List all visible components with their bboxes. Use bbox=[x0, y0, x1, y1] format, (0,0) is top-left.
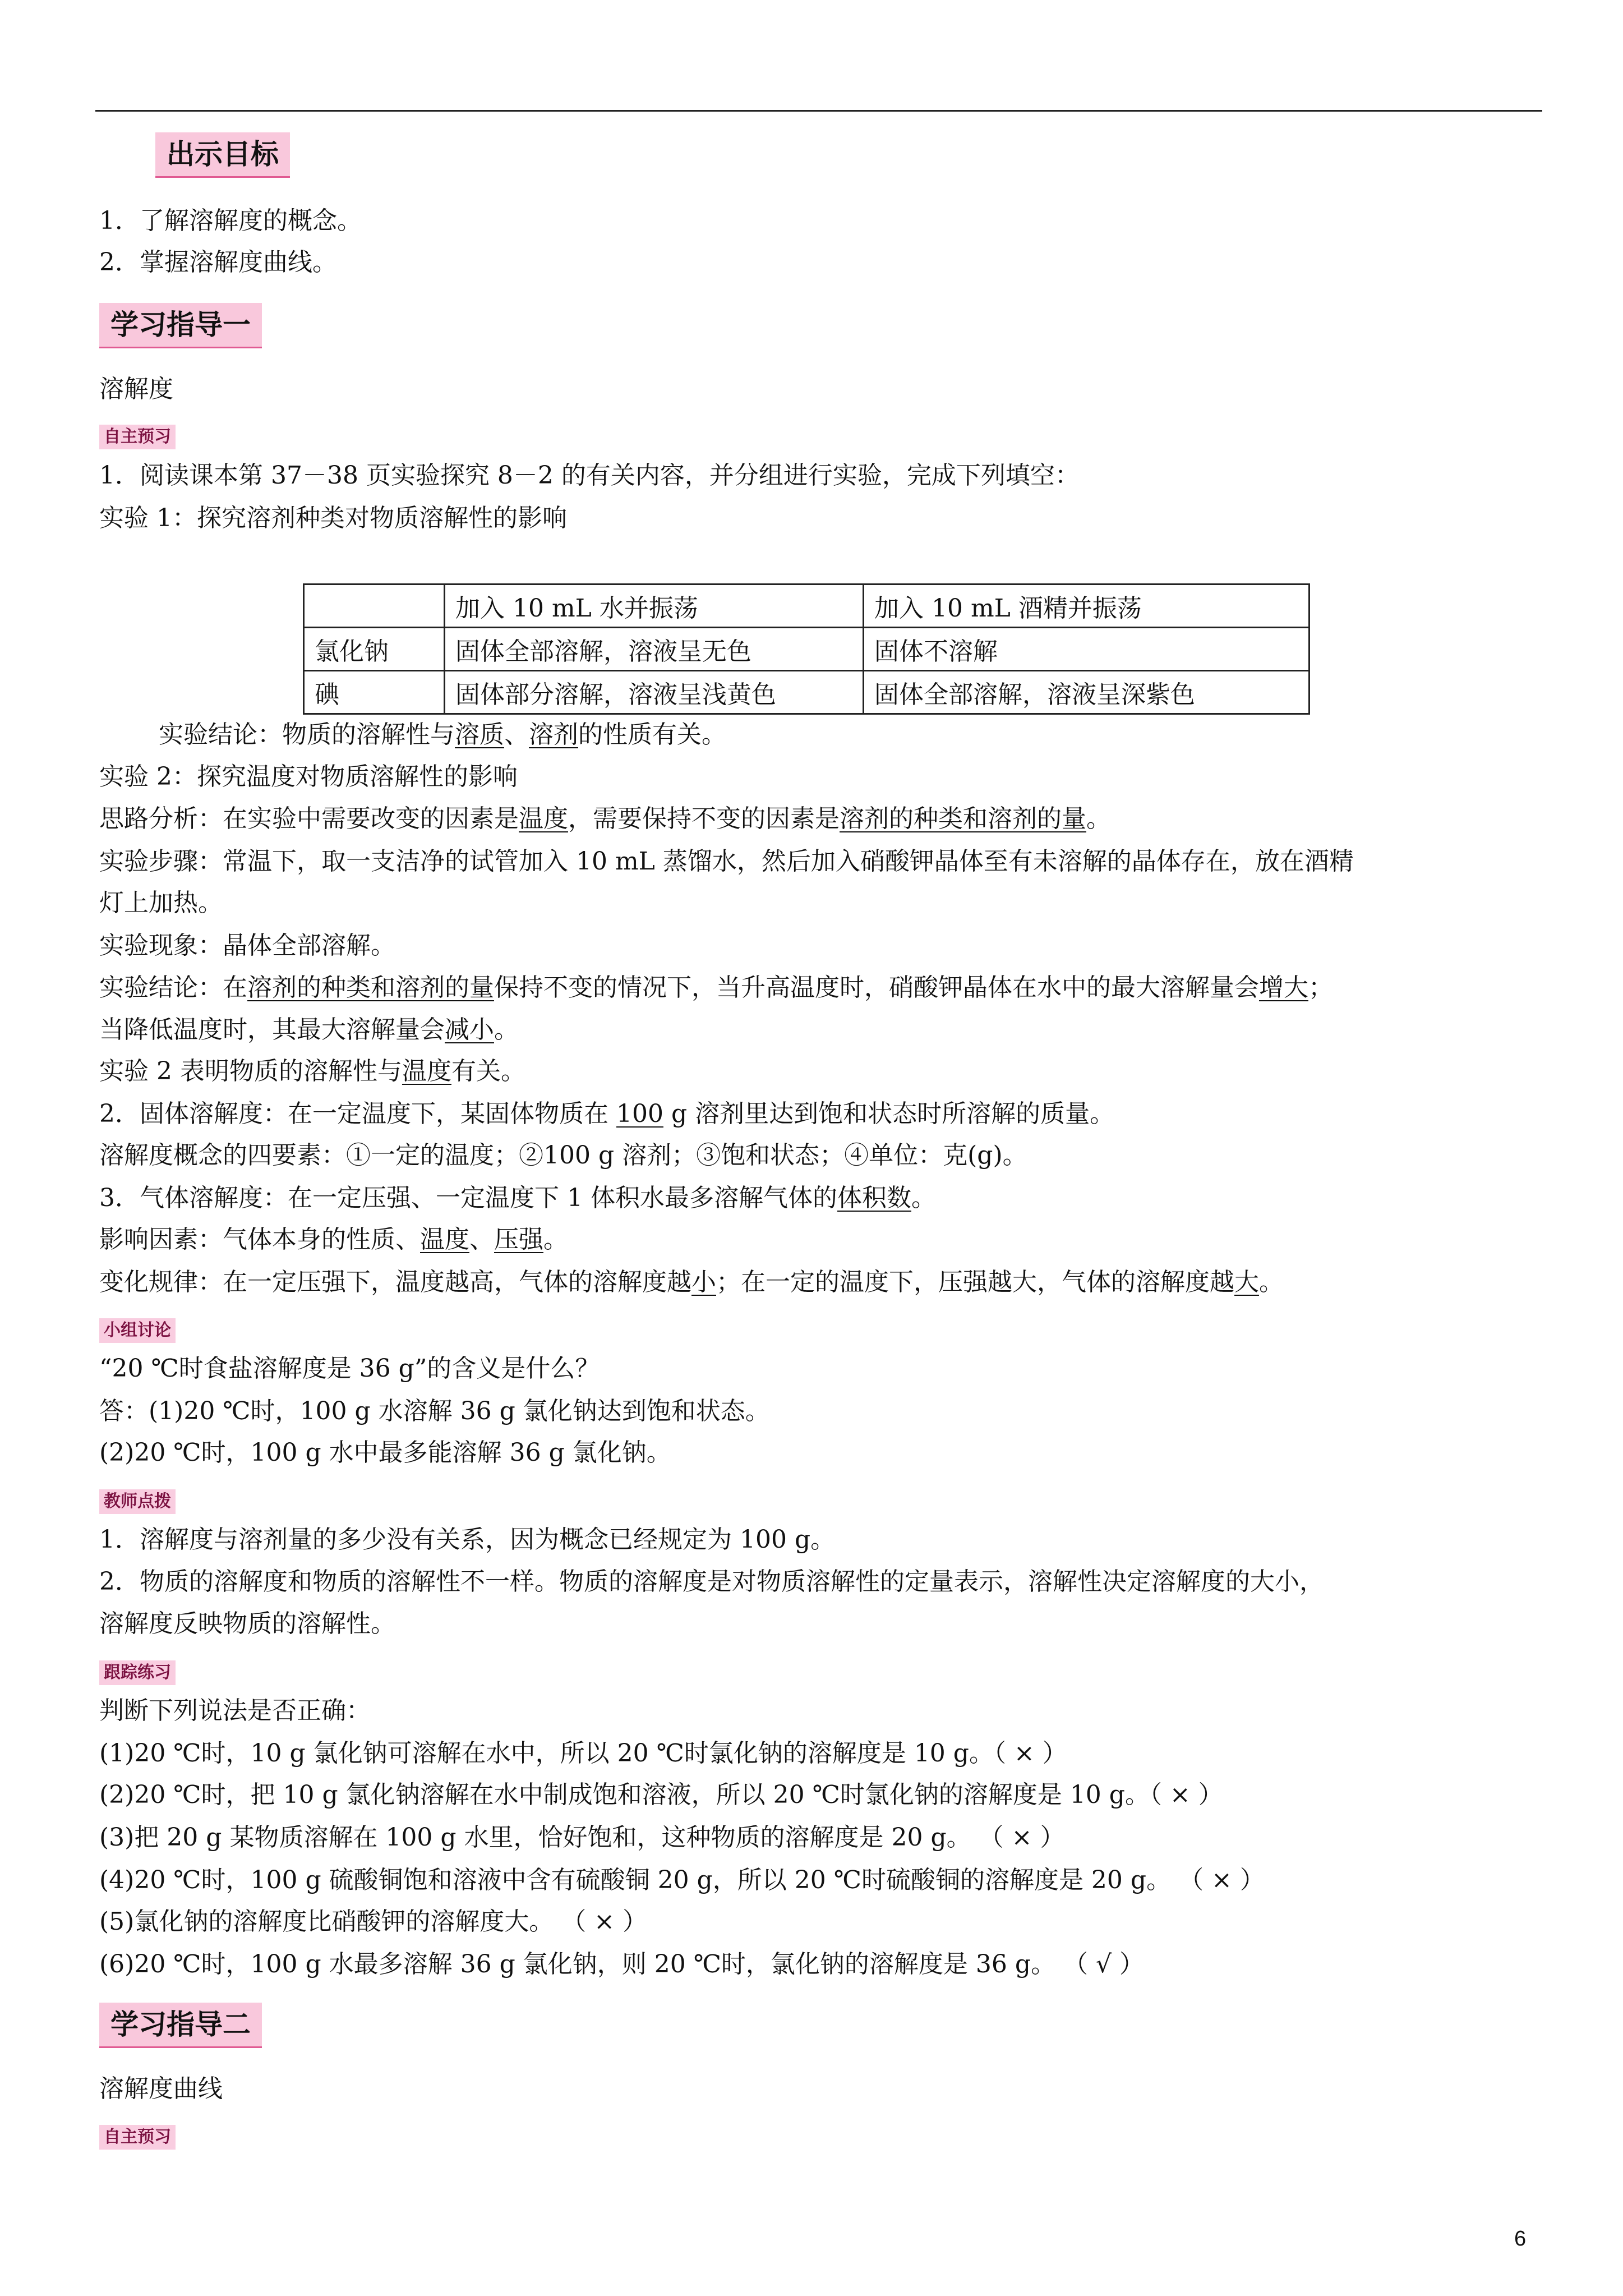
answer-blank: 增大 bbox=[1259, 973, 1308, 1002]
goal-2: 2．掌握溶解度曲线。 bbox=[99, 248, 337, 277]
preview-label-2: 自主预习 bbox=[99, 2125, 176, 2150]
answer-blank: 减小 bbox=[445, 1015, 494, 1044]
answer-blank: 温度 bbox=[420, 1225, 469, 1254]
conclusion-1 bbox=[159, 718, 726, 752]
text: 。 bbox=[1086, 804, 1111, 833]
answer-blank: 溶剂的种类和溶剂的量 bbox=[840, 804, 1086, 833]
four-elements: 溶解度概念的四要素：①一定的温度；②100 g 溶剂；③饱和状态；④单位：克(g)。 bbox=[99, 1141, 1027, 1170]
answer-blank: 温度 bbox=[402, 1057, 451, 1085]
discussion-answer-1: 答：(1)20 ℃时，100 g 水溶解 36 g 氯化钠达到饱和状态。 bbox=[99, 1397, 770, 1425]
table-row bbox=[304, 628, 1310, 671]
text: 。 bbox=[1259, 1268, 1284, 1296]
section2-topic: 溶解度曲线 bbox=[99, 2074, 223, 2103]
text: 3．气体溶解度：在一定压强、一定温度下 1 体积水最多溶解气体的 bbox=[99, 1184, 837, 1212]
discussion-label: 小组讨论 bbox=[99, 1318, 176, 1343]
exp1-title: 实验 1：探究溶剂种类对物质溶解性的影响 bbox=[99, 504, 567, 532]
practice-intro: 判断下列说法是否正确： bbox=[99, 1696, 371, 1725]
table-cell: 加入 10 mL 酒精并振荡 bbox=[864, 585, 1310, 628]
text: 。 bbox=[494, 1015, 519, 1044]
text: 实验结论：物质的溶解性与 bbox=[159, 720, 455, 749]
text: 影响因素：气体本身的性质、 bbox=[99, 1225, 420, 1254]
practice-item: (5)氯化钠的溶解度比硝酸钾的溶解度大。 （ × ） bbox=[99, 1907, 648, 1936]
exp2-title: 实验 2：探究温度对物质溶解性的影响 bbox=[99, 762, 518, 791]
answer-blank: 压强 bbox=[494, 1225, 543, 1254]
practice-item: (1)20 ℃时，10 g 氯化钠可溶解在水中，所以 20 ℃时氯化钠的溶解度是 10 g。（ × ） bbox=[99, 1739, 1067, 1768]
practice-item: (4)20 ℃时，100 g 硫酸铜饱和溶液中含有硫酸铜 20 g，所以 20 ℃时硫酸铜的溶解度是 20 g。 （ × ） bbox=[99, 1866, 1265, 1894]
answer-blank: 大 bbox=[1234, 1268, 1259, 1296]
table-cell: 固体不溶解 bbox=[864, 628, 1310, 671]
answer-blank: 体积数 bbox=[837, 1184, 911, 1212]
header-rule bbox=[95, 110, 1542, 112]
answer-blank: 溶剂的种类和溶剂的量 bbox=[247, 973, 494, 1002]
analysis bbox=[99, 802, 1111, 836]
text: 思路分析：在实验中需要改变的因素是 bbox=[99, 804, 519, 833]
conclusion-2 bbox=[99, 971, 1333, 1005]
text: 实验 2 表明物质的溶解性与 bbox=[99, 1057, 402, 1085]
table-cell: 固体全部溶解，溶液呈无色 bbox=[445, 628, 864, 671]
table-cell: 氯化钠 bbox=[304, 628, 445, 671]
answer-blank: 100 bbox=[616, 1099, 663, 1128]
discussion-answer-2: (2)20 ℃时，100 g 水中最多能溶解 36 g 氯化钠。 bbox=[99, 1438, 671, 1467]
text: ； bbox=[1308, 973, 1333, 1002]
text: 、 bbox=[469, 1225, 494, 1254]
teacher-label: 教师点拨 bbox=[99, 1489, 176, 1514]
text: 2．固体溶解度：在一定温度下，某固体物质在 bbox=[99, 1099, 616, 1128]
text: 实验结论：在 bbox=[99, 973, 247, 1002]
read-task: 1．阅读课本第 37－38 页实验探究 8－2 的有关内容，并分组进行实验，完成下列填空： bbox=[99, 461, 1080, 490]
table-cell: 加入 10 mL 水并振荡 bbox=[445, 585, 864, 628]
steps-line-1: 实验步骤：常温下，取一支洁净的试管加入 10 mL 蒸馏水，然后加入硝酸钾晶体至有未溶解的晶体存在，放在酒精 bbox=[99, 847, 1354, 876]
text: ；在一定的温度下，压强越大，气体的溶解度越 bbox=[716, 1268, 1234, 1296]
practice-item: (6)20 ℃时，100 g 水最多溶解 36 g 氯化钠，则 20 ℃时，氯化钠的溶解度是 36 g。 （ √ ） bbox=[99, 1950, 1145, 1978]
table-cell: 固体部分溶解，溶液呈浅黄色 bbox=[445, 671, 864, 714]
conclusion-2-line2 bbox=[99, 1013, 519, 1047]
steps-line-2: 灯上加热。 bbox=[99, 889, 223, 917]
table-cell bbox=[304, 585, 445, 628]
teacher-point-2a: 2．物质的溶解度和物质的溶解性不一样。物质的溶解度是对物质溶解性的定量表示，溶解性决定溶解度的大小， bbox=[99, 1567, 1324, 1596]
gas-solubility-definition bbox=[99, 1181, 936, 1215]
page-number: 6 bbox=[1514, 2227, 1527, 2251]
preview-label: 自主预习 bbox=[99, 425, 176, 449]
text: 保持不变的情况下，当升高温度时，硝酸钾晶体在水中的最大溶解量会 bbox=[494, 973, 1259, 1002]
text: 、 bbox=[504, 720, 529, 749]
practice-label: 跟踪练习 bbox=[99, 1660, 176, 1685]
teacher-point-2b: 溶解度反映物质的溶解性。 bbox=[99, 1609, 395, 1638]
text: 。 bbox=[543, 1225, 568, 1254]
table-row bbox=[304, 671, 1310, 714]
guide-two-heading: 学习指导二 bbox=[99, 2003, 262, 2048]
discussion-question: “20 ℃时食盐溶解度是 36 g”的含义是什么？ bbox=[99, 1354, 600, 1383]
text: 有关。 bbox=[451, 1057, 525, 1085]
text: 变化规律：在一定压强下，温度越高，气体的溶解度越 bbox=[99, 1268, 691, 1296]
guide-one-heading: 学习指导一 bbox=[99, 303, 262, 348]
exp2-shows bbox=[99, 1055, 525, 1088]
text: 的性质有关。 bbox=[578, 720, 726, 749]
answer-blank: 溶剂 bbox=[529, 720, 578, 749]
practice-item: (3)把 20 g 某物质溶解在 100 g 水里，恰好饱和，这种物质的溶解度是 20 g。 （ × ） bbox=[99, 1823, 1065, 1852]
answer-blank: 溶质 bbox=[455, 720, 504, 749]
practice-item: (2)20 ℃时，把 10 g 氯化钠溶解在水中制成饱和溶液，所以 20 ℃时氯化钠的溶解度是 10 g。（ × ） bbox=[99, 1780, 1223, 1809]
experiment-table bbox=[303, 583, 1310, 715]
change-rule bbox=[99, 1266, 1284, 1299]
table-cell: 固体全部溶解，溶液呈深紫色 bbox=[864, 671, 1310, 714]
text: 当降低温度时，其最大溶解量会 bbox=[99, 1015, 445, 1044]
text: 。 bbox=[911, 1184, 936, 1212]
phenomenon: 实验现象：晶体全部溶解。 bbox=[99, 931, 395, 960]
table-cell: 碘 bbox=[304, 671, 445, 714]
answer-blank: 温度 bbox=[519, 804, 568, 833]
goal-1: 1．了解溶解度的概念。 bbox=[99, 206, 362, 235]
table-header-row bbox=[304, 585, 1310, 628]
section1-topic: 溶解度 bbox=[99, 375, 173, 403]
text: ，需要保持不变的因素是 bbox=[568, 804, 840, 833]
show-goals-heading: 出示目标 bbox=[155, 132, 290, 178]
text: g 溶剂里达到饱和状态时所溶解的质量。 bbox=[663, 1099, 1115, 1128]
influencing-factors bbox=[99, 1223, 568, 1257]
solid-solubility-definition bbox=[99, 1097, 1114, 1131]
teacher-point-1: 1．溶解度与溶剂量的多少没有关系，因为概念已经规定为 100 g。 bbox=[99, 1525, 836, 1554]
answer-blank: 小 bbox=[691, 1268, 716, 1296]
